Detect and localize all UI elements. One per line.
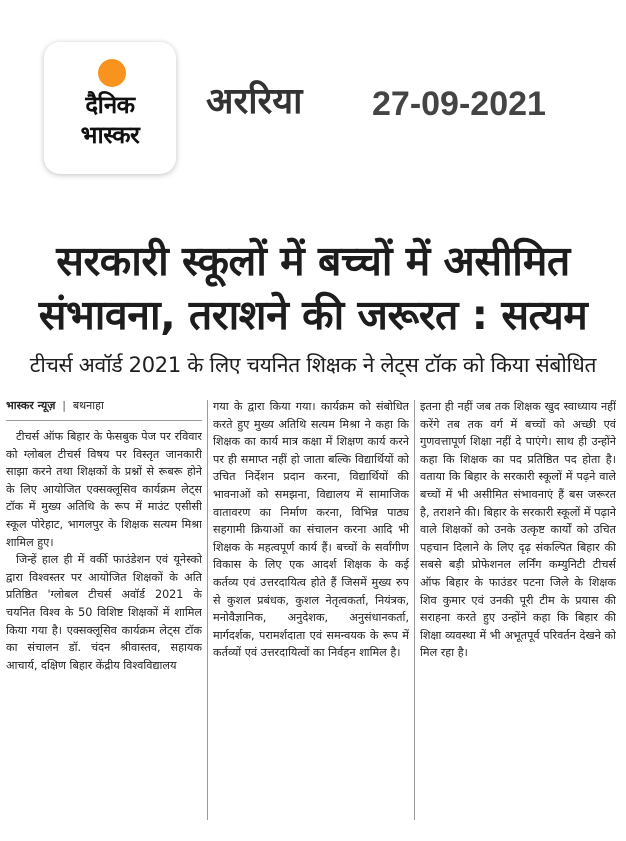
byline-source: भास्कर न्यूज़: [6, 399, 56, 412]
edition-date: 27-09-2021: [372, 85, 546, 123]
article-subheadline: टीचर्स अवॉर्ड 2021 के लिए चयनित शिक्षक ने लेट्स टॉक को किया संबोधित: [29, 353, 597, 377]
article-column-3: [420, 398, 616, 662]
article-headline: सरकारी स्कूलों में बच्चों में असीमित संभावना, तराशने की जरूरत : सत्यम: [38, 237, 588, 339]
article-column-1: [6, 398, 202, 674]
paragraph: टीचर्स ऑफ बिहार के फेसबुक पेज पर रविवार को ग्लोबल टीचर्स विषय पर विस्तृत जानकारी साझा करने तथा शिक्षकों के प्रश्नों से रूबरू होने के लिए आयोजित एक्सक्लूसिव कार्यक्रम लेट्स टॉक में मुख्य अतिथि के रूप में माउंट एसीसी स्कूल पोरेहाट, भागलपुर के शिक्षक सत्यम मिश्रा शामिल हुए।: [6, 430, 202, 549]
column-divider: [414, 400, 415, 820]
column-divider: [207, 400, 208, 820]
newspaper-logo: [44, 42, 176, 174]
logo-line-1: दैनिक: [85, 91, 135, 119]
paragraph: जिन्हें हाल ही में वर्की फाउंडेशन एवं यूनेस्को द्वारा विश्वस्तर पर आयोजित शिक्षकों के अति प्रतिष्ठित 'ग्लोबल टीचर्स अवॉर्ड 2021 के चयनित विश्व के 50 विशिष्ट शिक्षकों में शामिल किया गया है। एक्सक्लूसिव कार्यक्रम लेट्स टॉक का संचालन डॉ. चंदन श्रीवास्तव, सहायक आचार्य, दक्षिण बिहार केंद्रीय विश्वविद्यालय: [6, 553, 202, 672]
byline-divider: [6, 420, 202, 421]
byline: [6, 398, 202, 414]
logo-line-2: भास्कर: [80, 121, 140, 149]
paragraph: इतना ही नहीं जब तक शिक्षक खुद स्वाध्याय नहीं करेंगे तब तक वर्ग में बच्चों को अच्छी एवं गुणवत्तापूर्ण शिक्षा नहीं दे पाएंगे। साथ ही उन्होंने कहा कि शिक्षक का पद प्रतिष्ठित पद होता है। वताया कि बिहार के सरकारी स्कूलों में पढ़ने वाले बच्चों में भी असीमित संभावनाएं हैं बस जरूरत है, तराशने की। बिहार के सरकारी स्कूलों में पढ़ाने वाले शिक्षकों को उनके उत्कृष्ट कार्यों को उचित पहचान दिलाने के लिए दृढ़ संकल्पित बिहार की सबसे बड़ी प्रोफेशनल लर्निंग कम्युनिटी टीचर्स ऑफ बिहार के फाउंडर पटना जिले के शिक्षक शिव कुमार एवं उनकी पूरी टीम के प्रयास की सराहना करते हुए उन्होंने कहा कि बिहार की शिक्षा व्यवस्था में भी अभूतपूर्व परिवर्तन देखने को मिल रहा है।: [420, 400, 616, 660]
article-column-2: [213, 398, 409, 662]
paragraph: गया के द्वारा किया गया। कार्यक्रम को संबोधित करते हुए मुख्य अतिथि सत्यम मिश्रा ने कहा कि शिक्षक का कार्य मात्र कक्षा में शिक्षण कार्य करने पर ही समाप्त नहीं हो जाता बल्कि विद्यार्थियों को उचित निर्देशन प्रदान करना, विद्यार्थियों की भावनाओं को समझना, विद्यालय में सामाजिक वातावरण का निर्माण करना, विभिन्न पाठ्य सहगामी क्रियाओं का संचालन करना आदि भी शिक्षक के महत्वपूर्ण कार्य हैं। बच्चों के सर्वांगीण विकास के लिए एक आदर्श शिक्षक के कई कर्तव्य एवं उत्तरदायित्व होते हैं जिसमें मुख्य रुप से कुशल प्रबंधक, कुशल नेतृत्वकर्ता, नियंत्रक, मनोवैज्ञानिक, अनुदेशक, अनुसंधानकर्ता, मार्गदर्शक, परामर्शदाता एवं समन्वयक के रूप में कर्तव्यों एवं उत्तरदायित्वों का निर्वहन शामिल है।: [213, 400, 409, 660]
byline-location: बथनाहा: [72, 399, 104, 412]
edition-place: अररिया: [206, 81, 303, 122]
byline-separator: |: [62, 399, 66, 412]
sun-icon: [98, 59, 126, 87]
